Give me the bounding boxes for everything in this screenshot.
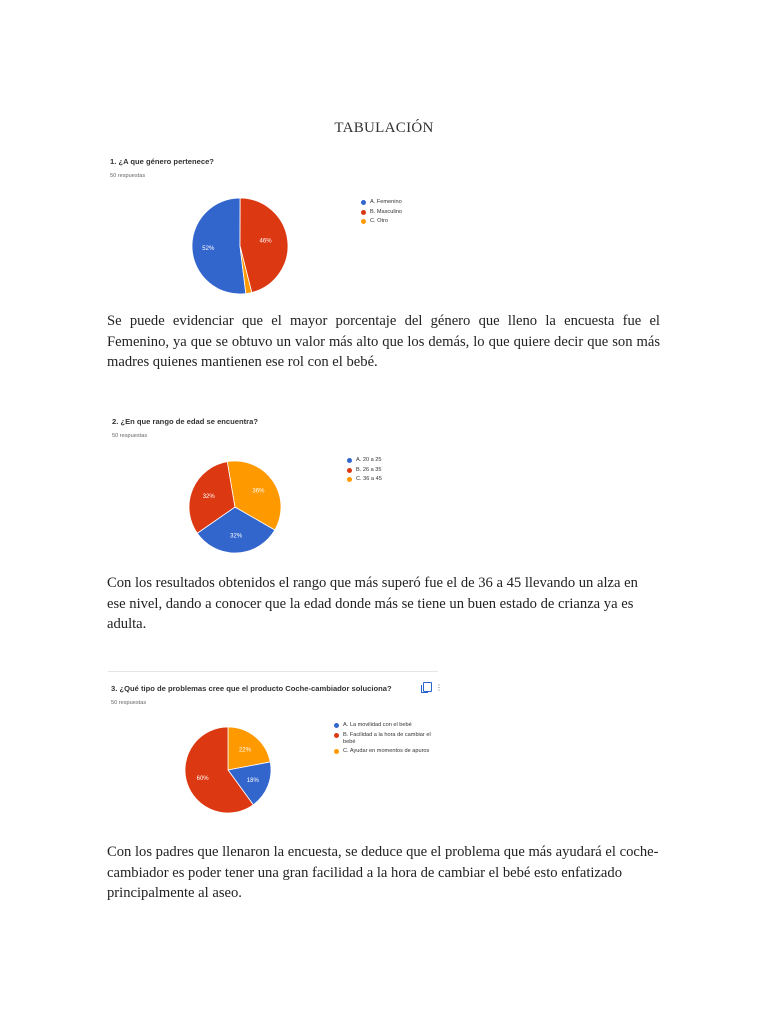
legend-item-26-35	[347, 467, 417, 474]
page-title: TABULACIÓN	[334, 120, 434, 136]
legend-label: B. 26 a 35	[356, 466, 382, 473]
legend-dot	[347, 458, 352, 463]
legend-item-masculino	[361, 209, 441, 216]
legend-label: C. 36 a 45	[356, 476, 382, 483]
chart-3-legend	[334, 722, 434, 758]
legend-dot	[334, 733, 339, 738]
legend-label: B. Facilidad a la hora de cambiar el bebé	[343, 731, 431, 745]
pie-label-2: 46%	[259, 238, 272, 245]
legend-dot	[347, 477, 352, 482]
legend-item-otro	[361, 218, 441, 225]
legend-dot	[361, 200, 366, 205]
legend-label: B. Masculino	[370, 208, 403, 215]
legend-label: C. Ayudar en momentos de apuros	[343, 748, 430, 755]
legend-label: A. 20 a 25	[356, 457, 382, 463]
chart-3	[108, 672, 443, 822]
pie-label-1: 52%	[202, 245, 215, 252]
chart-2-question: 2. ¿En que rango de edad se encuentra?	[112, 417, 259, 426]
pie-label-1: 18%	[246, 777, 259, 784]
chart-2-pie	[110, 410, 410, 562]
chart-1-question: 1. ¿A que género pertenece?	[110, 157, 214, 166]
legend-dot	[347, 468, 352, 473]
paragraph-1: Se puede evidenciar que el mayor porcentaje del género que lleno la encuesta fue el Femenino, ya que se obtuvo un valor más alto que los demás, lo que quiere decir que son más madres quienes mantienen ese rol con el bebé.	[107, 313, 660, 370]
legend-item-facilidad	[334, 732, 434, 746]
chart-3-responses: 50 respuestas	[111, 700, 147, 706]
legend-item-movilidad	[334, 722, 434, 729]
legend-dot	[334, 749, 339, 754]
legend-item-femenino	[361, 199, 441, 206]
legend-dot	[361, 219, 366, 224]
chart-2-legend	[347, 457, 417, 486]
chart-1-legend	[361, 199, 441, 228]
chart-2	[110, 410, 410, 562]
paragraph-3: Con los padres que llenaron la encuesta, se deduce que el problema que más ayudará el coche-cambiador es poder tener una gran facilidad a la hora de cambiar el bebé esto enfatizado principalmente al aseo.	[107, 844, 659, 901]
chart-3-question: 3. ¿Qué tipo de problemas cree que el producto Coche-cambiador soluciona?	[111, 684, 392, 693]
chart-1	[110, 150, 420, 300]
legend-item-20-25	[347, 457, 417, 464]
legend-label: A. La movilidad con el bebé	[343, 722, 412, 728]
pie-label-2: 32%	[202, 493, 215, 500]
legend-label: A. Femenino	[370, 199, 402, 205]
legend-item-apuros	[334, 748, 434, 755]
chart-1-responses: 50 respuestas	[110, 173, 146, 179]
legend-label: C. Otro	[370, 218, 389, 225]
pie-label-1: 32%	[230, 533, 243, 540]
legend-dot	[334, 723, 339, 728]
pie-label-2: 60%	[196, 776, 209, 783]
legend-dot	[361, 210, 366, 215]
pie-label-3: 36%	[252, 488, 265, 495]
legend-item-36-45	[347, 476, 417, 483]
paragraph-2: Con los resultados obtenidos el rango que más superó fue el de 36 a 45 llevando un alza en ese nivel, dando a conocer que la edad donde más se tiene un buen estado de crianza ya es adulta.	[107, 575, 638, 632]
more-icon[interactable]: ⋮	[435, 683, 443, 692]
chart-2-responses: 50 respuestas	[112, 433, 148, 439]
pie-slice-1	[192, 198, 246, 294]
pie-label-3: 22%	[238, 747, 251, 754]
